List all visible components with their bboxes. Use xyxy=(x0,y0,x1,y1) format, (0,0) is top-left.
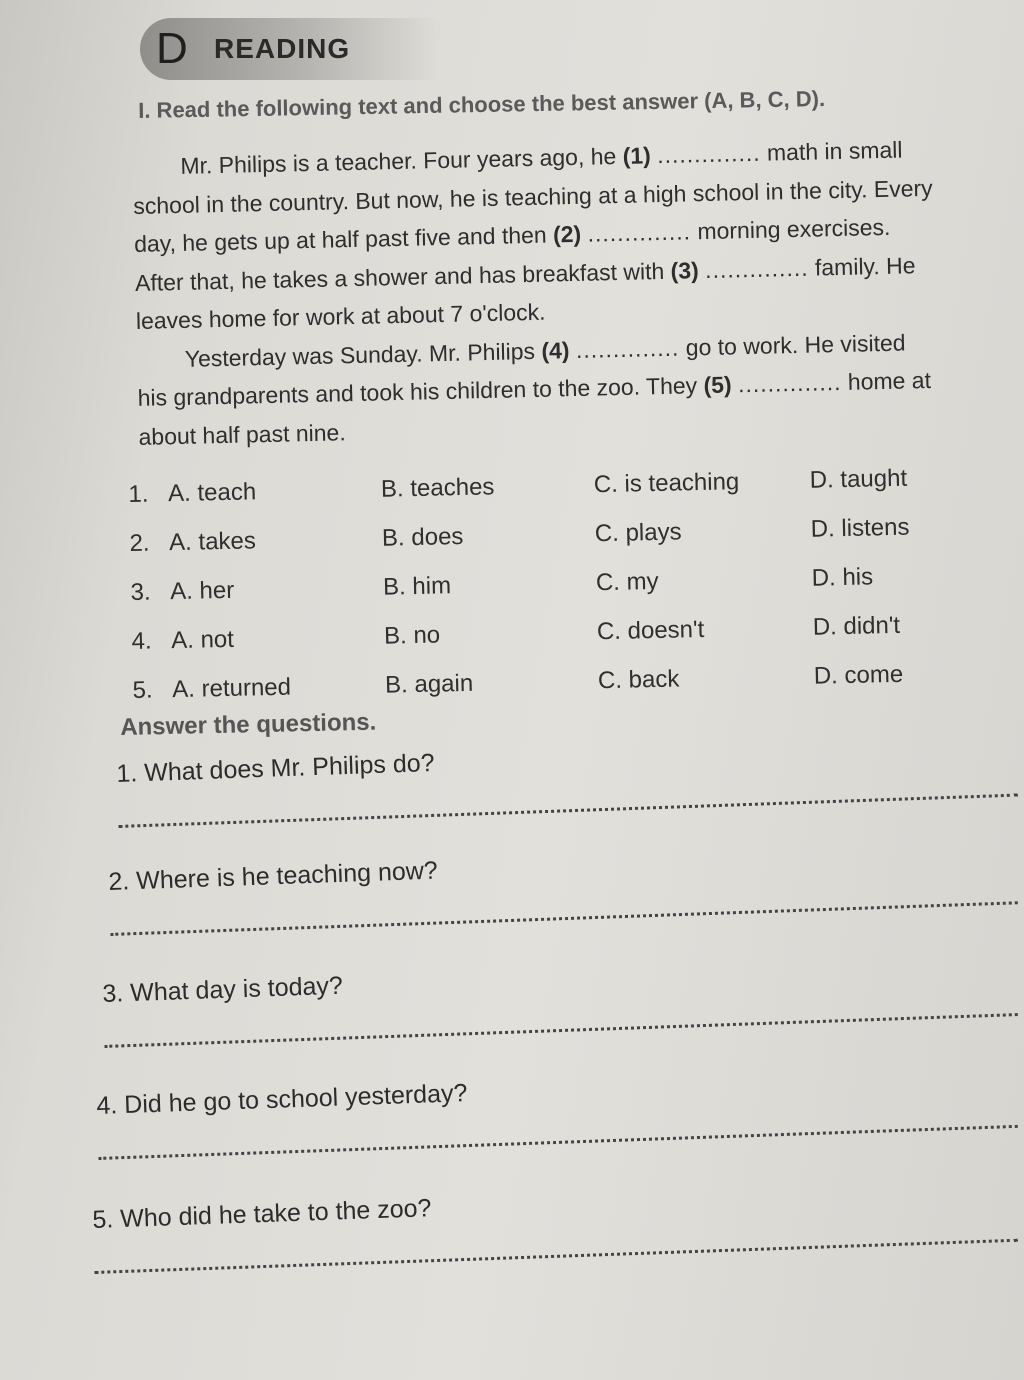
section-letter: D xyxy=(156,24,188,73)
option-a[interactable]: A. teach xyxy=(167,477,257,507)
passage-line: day, he gets up at half past five and then (2) .............. morning exercises. xyxy=(133,213,891,257)
question-text: 3. What day is today? xyxy=(102,971,344,1008)
reading-passage xyxy=(132,128,1019,456)
question-item xyxy=(96,1060,1018,1160)
option-d[interactable]: D. didn't xyxy=(812,611,901,641)
option-b[interactable]: B. again xyxy=(384,669,474,699)
passage-line: about half past nine. xyxy=(138,418,346,450)
option-a[interactable]: A. returned xyxy=(171,673,292,703)
question-item xyxy=(108,836,1018,936)
multiple-choice-list xyxy=(128,453,953,715)
answer-line[interactable] xyxy=(98,1125,1018,1160)
choice-row: 2. A. takes B. does C. plays D. listens xyxy=(129,502,950,568)
option-d[interactable]: D. his xyxy=(811,562,874,592)
answer-line[interactable] xyxy=(110,901,1018,936)
questions-heading: Answer the questions. xyxy=(120,708,377,741)
option-c[interactable]: C. doesn't xyxy=(596,615,705,645)
option-d[interactable]: D. come xyxy=(813,660,904,690)
choice-row: 1. A. teach B. teaches C. is teaching D. taught xyxy=(128,453,949,519)
question-item xyxy=(116,729,1018,828)
option-c[interactable]: C. is teaching xyxy=(593,467,740,498)
option-a[interactable]: A. takes xyxy=(168,526,257,556)
option-b[interactable]: B. him xyxy=(382,571,452,601)
passage-line: After that, he takes a shower and has breakfast with (3) .............. family. He xyxy=(134,251,916,296)
option-c[interactable]: C. plays xyxy=(594,517,682,547)
passage-line: school in the country. But now, he is teaching at a high school in the city. Every xyxy=(133,174,933,219)
answer-line[interactable] xyxy=(94,1239,1018,1274)
question-item xyxy=(92,1174,1018,1274)
answer-line[interactable] xyxy=(104,1013,1018,1048)
passage-line: leaves home for work at about 7 o'clock. xyxy=(135,298,546,334)
passage-line: his grandparents and took his children to the zoo. They (5) .............. home at xyxy=(137,366,932,411)
section-title: READING xyxy=(214,33,351,64)
question-text: 4. Did he go to school yesterday? xyxy=(96,1079,468,1120)
choice-row: 3. A. her B. him C. my D. his xyxy=(130,551,951,617)
option-a[interactable]: A. her xyxy=(169,576,235,605)
option-c[interactable]: C. my xyxy=(595,567,659,596)
question-text: 5. Who did he take to the zoo? xyxy=(92,1194,432,1234)
passage-line: Yesterday was Sunday. Mr. Philips (4) .............. go to work. He visited xyxy=(184,329,906,372)
question-text: 1. What does Mr. Philips do? xyxy=(116,748,436,788)
question-item xyxy=(102,948,1018,1048)
section-header xyxy=(140,18,440,80)
option-a[interactable]: A. not xyxy=(170,625,235,654)
choice-row: 5. A. returned B. again C. back D. come xyxy=(132,649,953,715)
option-b[interactable]: B. no xyxy=(383,621,441,650)
exercise-instruction: I. Read the following text and choose the best answer (A, B, C, D). xyxy=(138,86,826,123)
answer-line[interactable] xyxy=(118,794,1018,828)
passage-line: Mr. Philips is a teacher. Four years ago, he (1) .............. math in small xyxy=(180,136,903,179)
choice-row: 4. A. not B. no C. doesn't D. didn't xyxy=(131,600,952,666)
option-c[interactable]: C. back xyxy=(597,665,680,694)
question-text: 2. Where is he teaching now? xyxy=(108,856,439,896)
option-d[interactable]: D. listens xyxy=(810,513,910,543)
option-b[interactable]: B. teaches xyxy=(380,472,495,503)
option-b[interactable]: B. does xyxy=(381,522,464,552)
option-d[interactable]: D. taught xyxy=(809,464,908,494)
